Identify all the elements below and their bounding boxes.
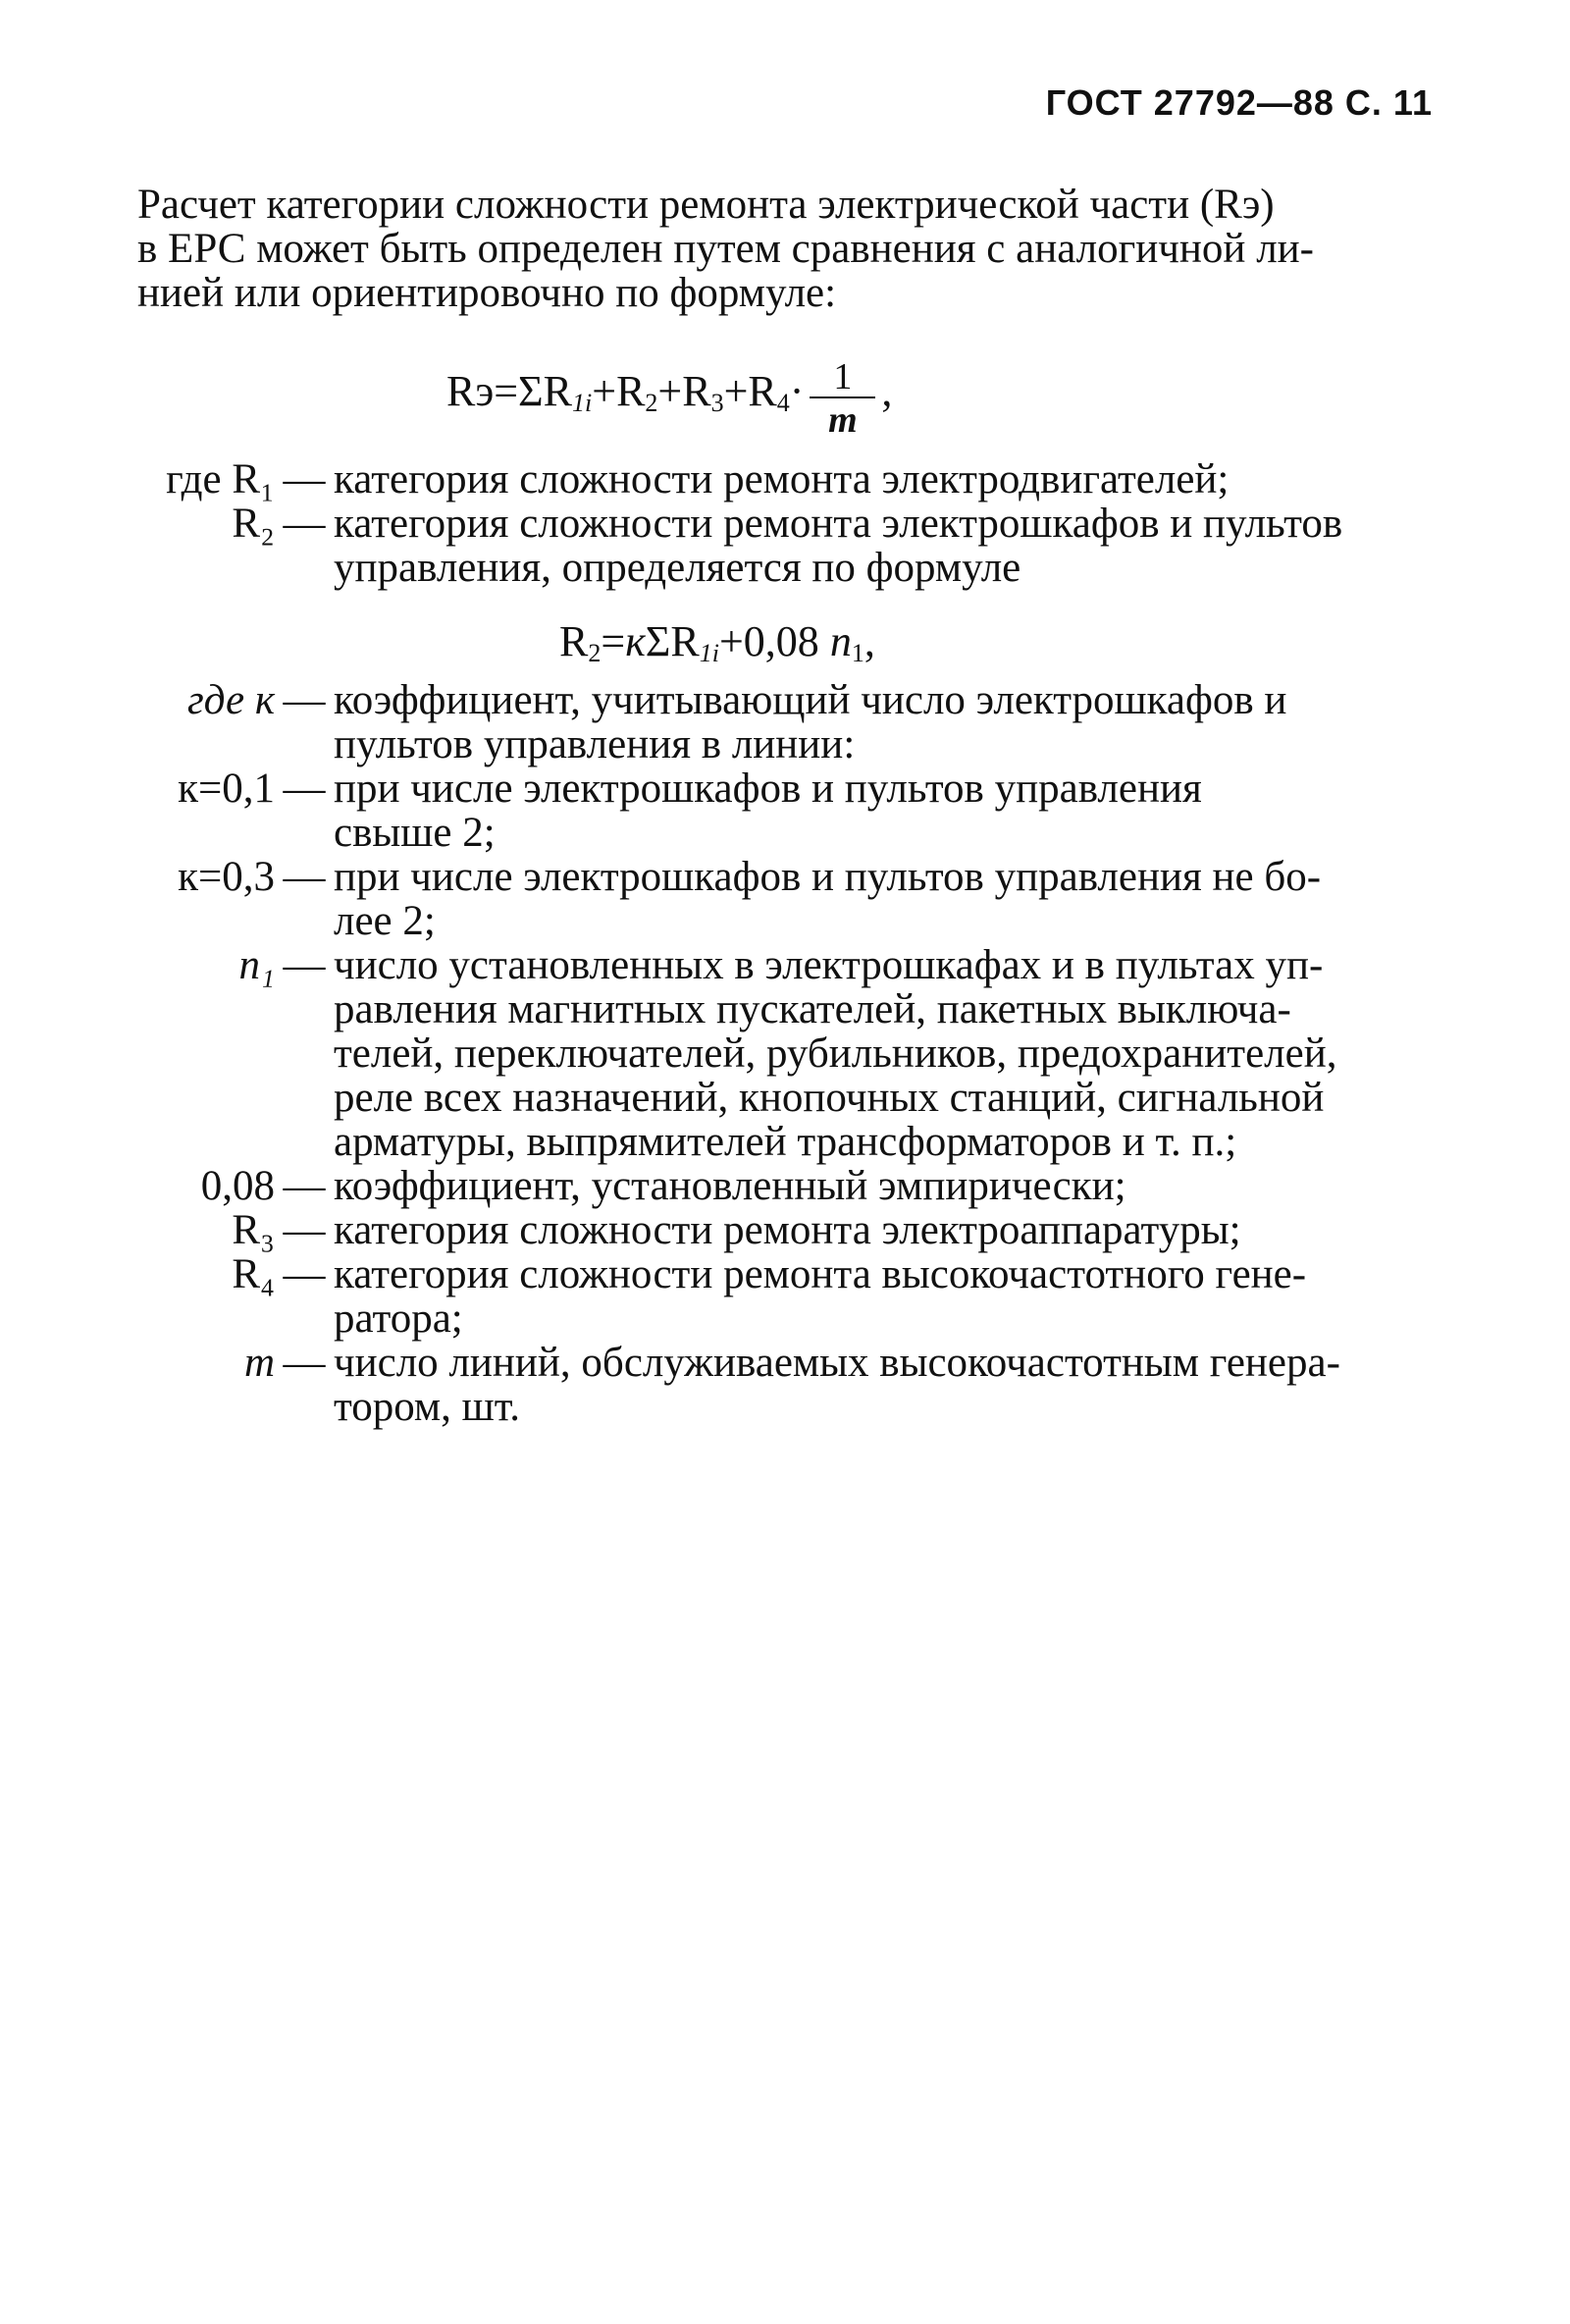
definition-k-03: к=0,3 — при числе электрошкафов и пультов управления не бо- лее 2;: [178, 854, 1322, 944]
definition-r4: R₄ — категория сложности ремонта высокочастотного гене- ратора;: [232, 1251, 1307, 1342]
definition-m: m — число линий, обслуживаемых высокочастотным генера- тором, шт.: [243, 1340, 1340, 1430]
intro-line-3: нией или ориентировочно по формуле:: [137, 270, 837, 316]
definition-r2: R₂ — категория сложности ремонта электрошкафов и пультов управления, определяется по формуле: [232, 501, 1343, 591]
page-header: ГОСТ 27792—88 С. 11: [1045, 82, 1433, 123]
intro-line-1: Расчет категории сложности ремонта электрической части (Rэ): [137, 182, 1275, 228]
formula-r-e: $Rэ=\Sigma R_{1i}+R_2+R_3+R_4\cdot$ $\frac{1}{m}$ ,: [446, 356, 893, 441]
definition-r1: где R₁ — категория сложности ремонта электродвигателей;: [166, 456, 1230, 502]
formula-r2: $R_2=к\Sigma R_{1i}+0,08$ $n_1$,: [559, 617, 875, 667]
intro-line-2: в ЕРС может быть определен путем сравнения с аналогичной ли-: [137, 226, 1314, 272]
fraction: $\frac{1}{m}$: [810, 357, 875, 442]
definition-k: где к — коэффициент, учитывающий число электрошкафов и пультов управления в линии:: [186, 677, 1287, 767]
definition-r3: R₃ — категория сложности ремонта электроаппаратуры;: [232, 1207, 1241, 1253]
definition-k-01: к=0,1 — при числе электрошкафов и пультов управления свыше 2;: [178, 766, 1202, 856]
definition-008: 0,08 — коэффициент, установленный эмпирически;: [200, 1163, 1126, 1209]
definition-n1: n₁ — число установленных в электрошкафах и в пультах уп- равления магнитных пускателей, пакетных выключа- телей, переключателей, рубильников, предохранителей, реле всех назначений, кнопочных станций, сигнальной арматуры, выпрямителей трансформаторов и т. п.;: [238, 942, 1337, 1165]
intro-paragraph: [137, 183, 1442, 315]
definitions-list: [59, 457, 1452, 1429]
